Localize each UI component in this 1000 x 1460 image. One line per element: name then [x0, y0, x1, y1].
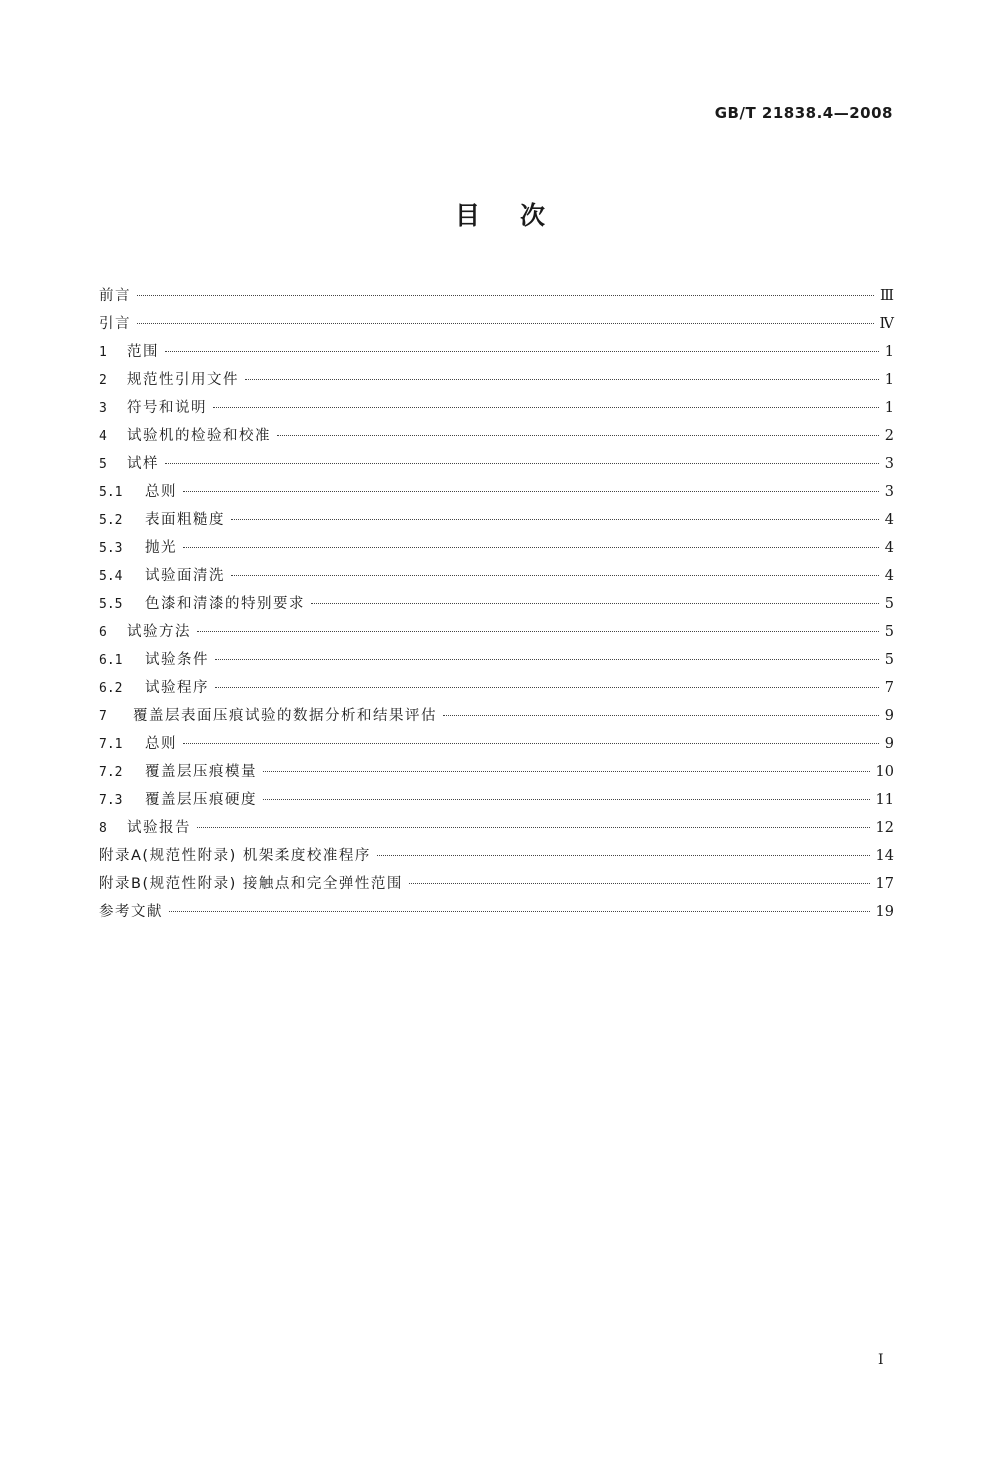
toc-entry[interactable]: [99, 450, 894, 478]
toc-entry-number: 5.5: [99, 597, 123, 612]
toc-dot-leader: [169, 910, 870, 912]
toc-entry-title: 试验程序: [145, 680, 209, 696]
toc-entry-page: 5: [884, 652, 894, 668]
toc-entry[interactable]: [99, 338, 894, 366]
toc-entry-title: 引言: [99, 316, 131, 332]
toc-entry[interactable]: [99, 758, 894, 786]
toc-entry[interactable]: [99, 842, 894, 870]
toc-entry-title: 规范性引用文件: [127, 372, 239, 388]
toc-entry-page: 1: [884, 400, 894, 416]
toc-entry-page: 14: [875, 848, 894, 864]
toc-entry-number: 6.1: [99, 653, 123, 668]
toc-entry-page: Ⅳ: [879, 316, 894, 332]
toc-entry[interactable]: [99, 814, 894, 842]
toc-entry-page: 17: [875, 876, 894, 892]
toc-entry-number: 3: [99, 401, 107, 416]
toc-entry-number: 5.3: [99, 541, 123, 556]
toc-entry-page: 19: [875, 904, 894, 920]
toc-entry-number: 5.4: [99, 569, 123, 584]
toc-entry[interactable]: [99, 786, 894, 814]
toc-entry[interactable]: [99, 590, 894, 618]
page-title: 目次: [454, 201, 585, 230]
toc-entry-title: 覆盖层压痕硬度: [145, 792, 257, 808]
toc-dot-leader: [263, 770, 870, 772]
toc-dot-leader: [231, 518, 879, 520]
toc-entry-page: 4: [884, 512, 894, 528]
toc-dot-leader: [277, 434, 879, 436]
toc-entry-page: 12: [875, 820, 894, 836]
toc-dot-leader: [137, 322, 874, 324]
toc-entry[interactable]: [99, 422, 894, 450]
toc-entry[interactable]: [99, 366, 894, 394]
toc-entry-page: 3: [884, 456, 894, 472]
toc-entry-title: 附录B(规范性附录) 接触点和完全弹性范围: [99, 876, 403, 892]
toc-entry-title: 色漆和清漆的特别要求: [145, 596, 305, 612]
toc-entry-page: 5: [884, 596, 894, 612]
toc-dot-leader: [137, 294, 874, 296]
toc-entry-number: 1: [99, 345, 107, 360]
toc-dot-leader: [245, 378, 879, 380]
toc-dot-leader: [377, 854, 870, 856]
toc-entry-title: 试样: [127, 456, 159, 472]
toc-entry[interactable]: [99, 562, 894, 590]
toc-entry-page: 10: [875, 764, 894, 780]
toc-dot-leader: [231, 574, 879, 576]
toc-entry[interactable]: [99, 730, 894, 758]
toc-entry-page: 1: [884, 344, 894, 360]
toc-entry-title: 覆盖层表面压痕试验的数据分析和结果评估: [133, 708, 437, 724]
toc-entry[interactable]: [99, 534, 894, 562]
toc-entry-title: 试验条件: [145, 652, 209, 668]
toc-entry-page: 2: [884, 428, 894, 444]
toc-entry-number: 5.1: [99, 485, 123, 500]
toc-entry-number: 7.2: [99, 765, 123, 780]
toc-entry-title: 试验面清洗: [145, 568, 225, 584]
toc-entry[interactable]: [99, 898, 894, 926]
toc-entry[interactable]: [99, 702, 894, 730]
toc-dot-leader: [183, 742, 879, 744]
toc-entry[interactable]: [99, 618, 894, 646]
toc-entry-page: Ⅲ: [880, 288, 894, 304]
standard-code: GB/T 21838.4—2008: [714, 104, 893, 122]
toc-dot-leader: [215, 686, 879, 688]
toc-entry-title: 试验机的检验和校准: [127, 428, 271, 444]
toc-entry-number: 2: [99, 373, 107, 388]
toc-entry-number: 7.3: [99, 793, 123, 808]
toc-entry[interactable]: [99, 394, 894, 422]
toc-entry-title: 总则: [145, 484, 177, 500]
toc-entry-page: 4: [884, 540, 894, 556]
toc-entry-title: 抛光: [145, 540, 177, 556]
toc-entry-page: 4: [884, 568, 894, 584]
toc-dot-leader: [183, 490, 879, 492]
toc-entry-number: 6.2: [99, 681, 123, 696]
toc-dot-leader: [197, 826, 870, 828]
toc-dot-leader: [165, 462, 879, 464]
toc-entry[interactable]: [99, 282, 894, 310]
toc-entry-title: 覆盖层压痕模量: [145, 764, 257, 780]
toc-entry-title: 试验报告: [127, 820, 191, 836]
toc-entry-number: 7: [99, 709, 107, 724]
toc-entry[interactable]: [99, 506, 894, 534]
toc-entry-page: 11: [875, 792, 894, 808]
toc-dot-leader: [183, 546, 879, 548]
toc-entry[interactable]: [99, 478, 894, 506]
toc-entry-number: 5: [99, 457, 107, 472]
toc-dot-leader: [409, 882, 870, 884]
toc-entry-page: 1: [884, 372, 894, 388]
toc-dot-leader: [263, 798, 870, 800]
toc-dot-leader: [213, 406, 879, 408]
toc-entry-page: 9: [884, 736, 894, 752]
toc-dot-leader: [197, 630, 879, 632]
toc-entry-page: 3: [884, 484, 894, 500]
toc-entry-title: 试验方法: [127, 624, 191, 640]
toc-entry[interactable]: [99, 674, 894, 702]
toc-entry-number: 6: [99, 625, 107, 640]
toc-entry-title: 附录A(规范性附录) 机架柔度校准程序: [99, 848, 371, 864]
toc-dot-leader: [165, 350, 879, 352]
toc-entry[interactable]: [99, 310, 894, 338]
page-number: I: [878, 1352, 884, 1368]
toc-dot-leader: [215, 658, 879, 660]
toc-entry[interactable]: [99, 870, 894, 898]
toc-entry-number: 8: [99, 821, 107, 836]
toc-entry-number: 4: [99, 429, 107, 444]
toc-entry-page: 7: [884, 680, 894, 696]
toc-dot-leader: [311, 602, 879, 604]
toc-entry-title: 范围: [127, 344, 159, 360]
toc-entry-title: 参考文献: [99, 904, 163, 920]
toc-entry[interactable]: [99, 646, 894, 674]
toc-entry-title: 前言: [99, 288, 131, 304]
toc-dot-leader: [443, 714, 879, 716]
toc-entry-title: 总则: [145, 736, 177, 752]
toc-entry-title: 符号和说明: [127, 400, 207, 416]
toc-entry-number: 7.1: [99, 737, 123, 752]
toc-entry-page: 9: [884, 708, 894, 724]
toc-entry-title: 表面粗糙度: [145, 512, 225, 528]
table-of-contents: [99, 282, 894, 926]
toc-entry-page: 5: [884, 624, 894, 640]
toc-entry-number: 5.2: [99, 513, 123, 528]
